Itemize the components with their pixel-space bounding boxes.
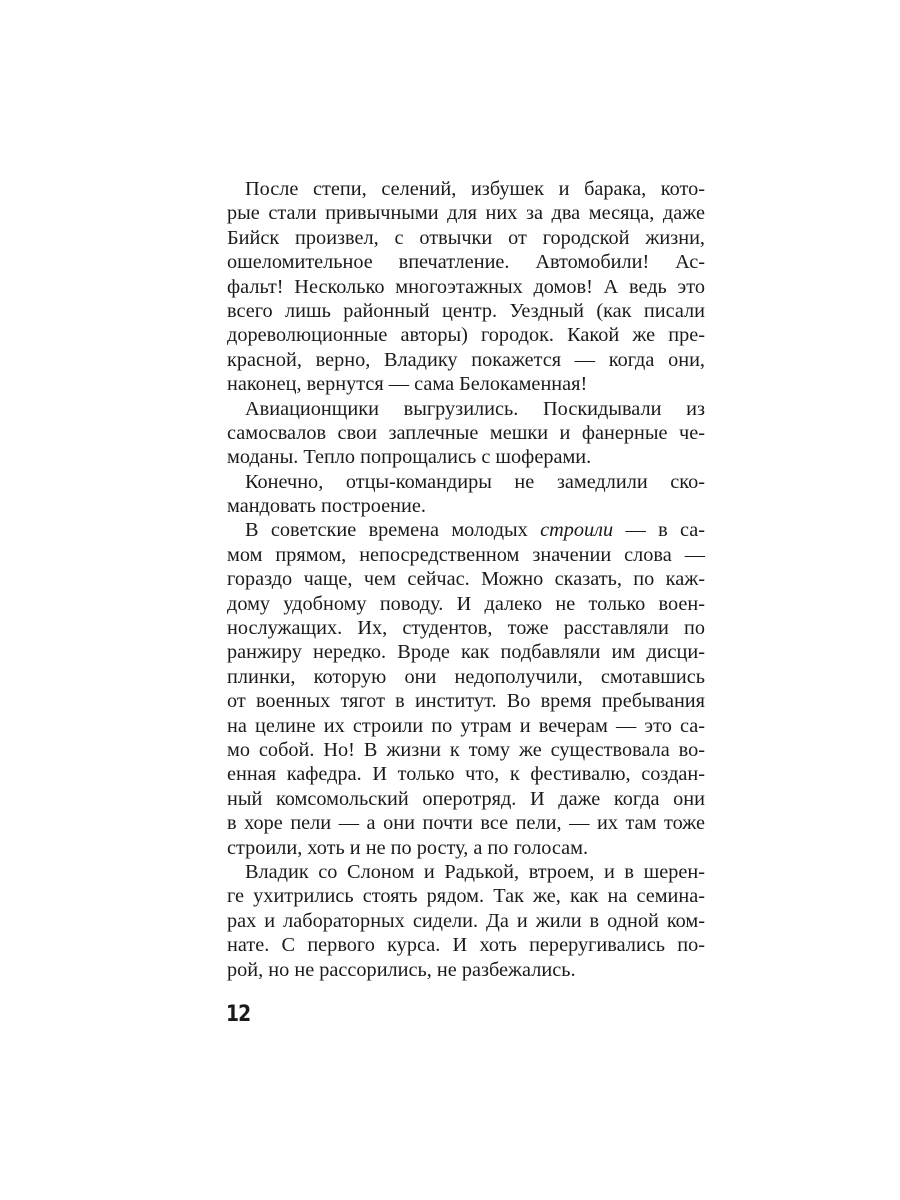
text-line: моданы. Тепло попрощались с шоферами. [227, 446, 592, 469]
text-line: красной, верно, Владику покажется — когда они, [227, 348, 705, 371]
text-line [227, 518, 705, 542]
text-line: мандовать построение. [227, 495, 426, 518]
text-line: самосвалов свои заплечные мешки и фанерные че- [227, 421, 705, 444]
text-line: ге ухитрились стоять рядом. Так же, как на семина- [227, 885, 705, 908]
text-line: дому удобному поводу. И далеко не только воен- [227, 592, 705, 615]
text-line: плинки, которую они недополучили, смотавшись [227, 665, 705, 688]
paragraph-1 [227, 177, 705, 397]
text-line: от военных тягот в институт. Во время пребывания [227, 690, 705, 713]
text-line: После степи, селений, избушек и барака, кото- [245, 178, 705, 200]
text-line: дореволюционные авторы) городок. Какой же пре- [227, 324, 705, 347]
body-text [227, 177, 705, 982]
text-line: рые стали привычными для них за два месяца, даже [227, 202, 705, 225]
text-line: ный комсомольский оперотряд. И даже когда они [227, 787, 705, 810]
text-line: Бийск произвел, с отвычки от городской жизни, [227, 226, 705, 249]
text-line: рах и лабораторных сидели. Да и жили в одной ком- [227, 909, 705, 932]
text-line: на целине их строили по утрам и вечерам — это са- [227, 714, 705, 737]
text-line: строили, хоть и не по росту, а по голосам. [227, 836, 589, 859]
text-line: фальт! Несколько многоэтажных домов! А ведь это [227, 275, 705, 298]
text-line: мом прямом, непосредственном значении слова — [227, 543, 705, 566]
text-line: Авиационщики выгрузились. Поскидывали из [245, 397, 705, 420]
page-number: 12 [226, 1002, 251, 1027]
paragraph-3 [227, 470, 705, 519]
text-line: рой, но не рассорились, не разбежались. [227, 958, 576, 981]
text-line: гораздо чаще, чем сейчас. Можно сказать, по каж- [227, 568, 705, 591]
text-fragment: — в са- [613, 519, 705, 542]
text-line: наконец, вернутся — сама Белокаменная! [227, 373, 588, 396]
text-line: нате. С первого курса. И хоть переругивались по- [227, 934, 705, 957]
text-line: мо собой. Но! В жизни к тому же существовала во- [227, 738, 705, 761]
text-line: нослужащих. Их, студентов, тоже расставляли по [227, 617, 705, 640]
paragraph-4 [227, 518, 705, 859]
text-line: всего лишь районный центр. Уездный (как писали [227, 299, 705, 322]
text-line: в хоре пели — а они почти все пели, — их там тоже [227, 812, 705, 835]
text-line: Конечно, отцы-командиры не замедлили ско- [245, 470, 705, 493]
text-line: ошеломительное впечатление. Автомобили! Ас- [227, 251, 705, 274]
text-line: ранжиру нередко. Вроде как подбавляли им дисци- [227, 641, 705, 664]
paragraph-2 [227, 397, 705, 470]
emphasized-word: строили [540, 519, 614, 542]
text-line: енная кафедра. И только что, к фестивалю, создан- [227, 763, 705, 786]
paragraph-5 [227, 860, 705, 982]
text-line: Владик со Слоном и Радькой, втроем, и в шерен- [245, 860, 705, 883]
text-fragment: В советские времена молодых [245, 519, 541, 542]
